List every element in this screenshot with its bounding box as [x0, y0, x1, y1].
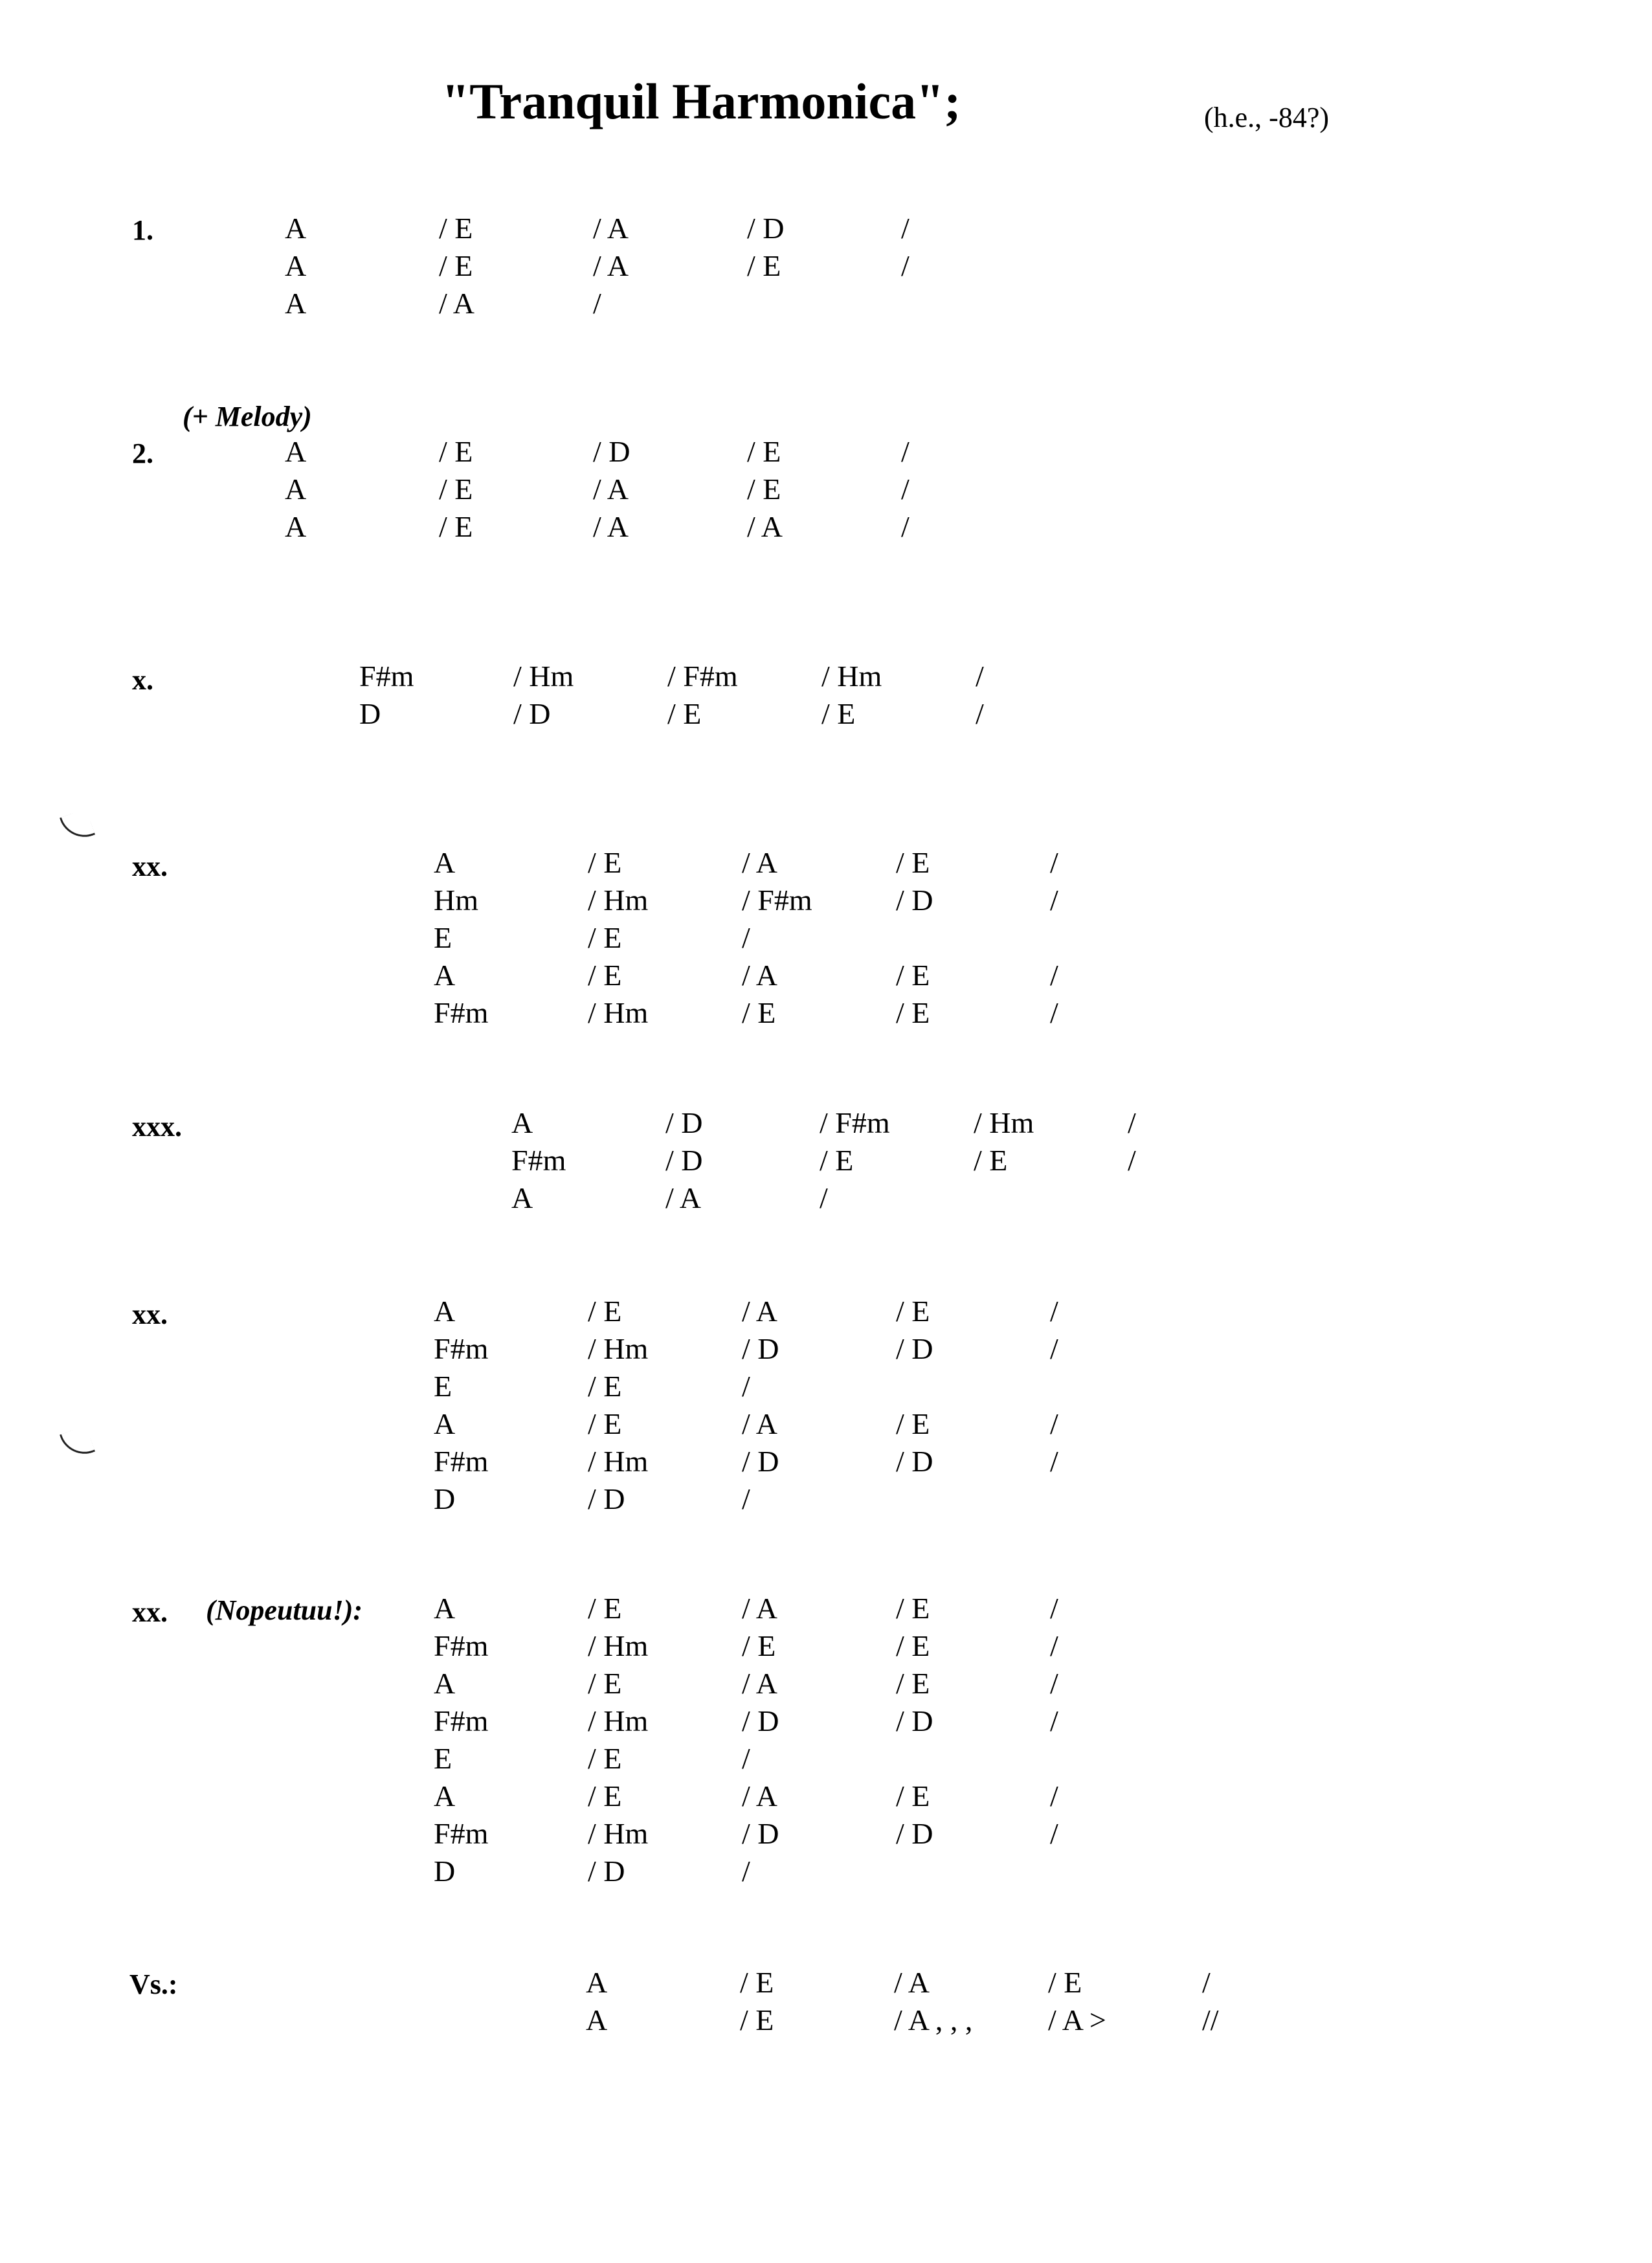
chord: / — [742, 1482, 750, 1515]
chord: F#m — [434, 1445, 489, 1478]
chord: / E — [747, 435, 781, 468]
chord: E — [434, 921, 452, 954]
chord: A — [285, 212, 307, 245]
chord: / D — [896, 1445, 933, 1478]
chord: / A — [742, 959, 777, 992]
chord: / A — [742, 1407, 777, 1440]
chord: D — [434, 1482, 456, 1515]
chord: D — [434, 1855, 456, 1888]
section-note: (Nopeutuu!): — [206, 1594, 363, 1626]
chord: F#m — [434, 1704, 489, 1737]
chord: / — [1050, 1779, 1058, 1812]
chord: / — [820, 1181, 828, 1214]
chord: / E — [439, 473, 473, 506]
chord: / E — [439, 435, 473, 468]
chord: / A — [742, 1667, 777, 1700]
chord: A — [434, 1407, 456, 1440]
chord: / Hm — [588, 1332, 649, 1365]
chord: / — [976, 697, 984, 730]
section-label: xx. — [132, 1596, 168, 1628]
chord: / D — [896, 1332, 933, 1365]
chord: / — [1050, 1629, 1058, 1662]
chord: / E — [588, 1592, 622, 1625]
chord: D — [359, 697, 381, 730]
chord: / E — [896, 1592, 930, 1625]
chord: / D — [588, 1855, 625, 1888]
chord: / E — [439, 212, 473, 245]
chord: / — [1050, 1704, 1058, 1737]
chord: / A — [742, 846, 777, 879]
chord: F#m — [434, 1629, 489, 1662]
chord: / A — [742, 1295, 777, 1328]
chord: / — [1202, 1966, 1211, 1999]
chord: / D — [742, 1445, 779, 1478]
section-label: xx. — [132, 1299, 168, 1330]
chord: A — [511, 1106, 533, 1139]
chord: / D — [896, 1704, 933, 1737]
chord: / D — [896, 1817, 933, 1850]
chord: / — [593, 287, 601, 320]
chord: F#m — [511, 1144, 566, 1177]
chord: / Hm — [513, 660, 574, 693]
section-label: Vs.: — [129, 1968, 178, 2000]
chord: / E — [740, 1966, 774, 1999]
chord: / — [901, 212, 910, 245]
chord: / — [1050, 996, 1058, 1029]
chord: / D — [593, 435, 631, 468]
chord: A — [434, 1295, 456, 1328]
chord: / — [1050, 1295, 1058, 1328]
chord: / E — [896, 1629, 930, 1662]
chord: / — [742, 1370, 750, 1403]
chord: / E — [742, 996, 776, 1029]
chord: / — [1050, 846, 1058, 879]
chord: / E — [439, 249, 473, 282]
section-label: 1. — [132, 214, 153, 246]
chord: / A — [593, 473, 629, 506]
chord: F#m — [434, 996, 489, 1029]
chord: / E — [588, 1295, 622, 1328]
chord: / D — [665, 1144, 703, 1177]
chord: / E — [747, 473, 781, 506]
chord: / — [1050, 1445, 1058, 1478]
chord: / F#m — [742, 884, 812, 917]
chord: / — [901, 435, 910, 468]
chord: / E — [740, 2003, 774, 2036]
chord: / — [1050, 884, 1058, 917]
chord: / A — [593, 212, 629, 245]
chord: / E — [896, 1295, 930, 1328]
chord: A — [434, 959, 456, 992]
chord: A — [285, 435, 307, 468]
chord: / — [901, 510, 910, 543]
chord: / A > — [1048, 2003, 1106, 2036]
chord: A — [285, 510, 307, 543]
chord: / E — [896, 1407, 930, 1440]
margin-mark — [60, 808, 95, 844]
chord: / — [1050, 959, 1058, 992]
chord: / E — [439, 510, 473, 543]
section-label: xx. — [132, 851, 168, 882]
chord: / — [901, 249, 910, 282]
chord: A — [511, 1181, 533, 1214]
chord: / E — [667, 697, 702, 730]
chord: A — [285, 249, 307, 282]
chord: / — [742, 921, 750, 954]
section-note: (+ Melody) — [183, 401, 312, 432]
chord: A — [434, 1779, 456, 1812]
chord: / A — [593, 249, 629, 282]
date-note: (h.e., -84?) — [1204, 102, 1330, 133]
chord: / Hm — [821, 660, 882, 693]
section-label: x. — [132, 664, 153, 696]
chord: / E — [588, 1667, 622, 1700]
chord: / A — [439, 287, 474, 320]
chord: / E — [588, 921, 622, 954]
chord: // — [1202, 2003, 1219, 2036]
chord: / E — [896, 1667, 930, 1700]
chord: / — [901, 473, 910, 506]
chord: F#m — [434, 1332, 489, 1365]
chord: A — [434, 1592, 456, 1625]
chord: / Hm — [974, 1106, 1034, 1139]
chord: A — [285, 287, 307, 320]
section-label: 2. — [132, 438, 153, 469]
chord: / E — [896, 996, 930, 1029]
chord: / Hm — [588, 1629, 649, 1662]
chord: / — [1050, 1667, 1058, 1700]
chord: / E — [588, 1742, 622, 1775]
chord: / D — [742, 1704, 779, 1737]
chord: / E — [742, 1629, 776, 1662]
chord: A — [586, 1966, 608, 1999]
chord: / — [1050, 1332, 1058, 1365]
chord: / F#m — [667, 660, 738, 693]
chord: / A — [665, 1181, 701, 1214]
chord: / E — [896, 846, 930, 879]
chord: / D — [742, 1332, 779, 1365]
chord: F#m — [359, 660, 414, 693]
chord: / A , , , — [894, 2003, 973, 2036]
chord: / E — [1048, 1966, 1082, 1999]
chord: / Hm — [588, 1817, 649, 1850]
chord: / A — [742, 1779, 777, 1812]
chord: / D — [747, 212, 785, 245]
song-title: "Tranquil Harmonica"; — [441, 73, 961, 129]
chord: / — [1050, 1592, 1058, 1625]
chord: / E — [974, 1144, 1008, 1177]
chord: / Hm — [588, 996, 649, 1029]
chord: / E — [896, 1779, 930, 1812]
chord: A — [586, 2003, 608, 2036]
section-label: xxx. — [132, 1111, 182, 1143]
chord: / E — [588, 1370, 622, 1403]
chord: / E — [747, 249, 781, 282]
chord: / A — [747, 510, 783, 543]
chord: / Hm — [588, 884, 649, 917]
chord: / E — [896, 959, 930, 992]
chord: / D — [513, 697, 551, 730]
margin-mark — [60, 1425, 95, 1461]
chord: / A — [742, 1592, 777, 1625]
chord: / D — [588, 1482, 625, 1515]
chord: / E — [588, 959, 622, 992]
chord: / — [1128, 1144, 1136, 1177]
chord: / E — [588, 1407, 622, 1440]
chord: / F#m — [820, 1106, 890, 1139]
chord: A — [285, 473, 307, 506]
chord: / E — [820, 1144, 854, 1177]
chord: E — [434, 1370, 452, 1403]
chord: Hm — [434, 884, 478, 917]
chord: A — [434, 846, 456, 879]
chord: / A — [894, 1966, 930, 1999]
chord: / — [1050, 1407, 1058, 1440]
chord: E — [434, 1742, 452, 1775]
chord: / — [742, 1855, 750, 1888]
chord: / D — [742, 1817, 779, 1850]
chord: / E — [821, 697, 856, 730]
chord: A — [434, 1667, 456, 1700]
chord: / Hm — [588, 1445, 649, 1478]
chord: / D — [665, 1106, 703, 1139]
chord: / E — [588, 846, 622, 879]
chord: / E — [588, 1779, 622, 1812]
chord: / — [976, 660, 984, 693]
chord: / — [1128, 1106, 1136, 1139]
chord: / Hm — [588, 1704, 649, 1737]
chord: / D — [896, 884, 933, 917]
chord: / A — [593, 510, 629, 543]
chord: / — [1050, 1817, 1058, 1850]
chord: / — [742, 1742, 750, 1775]
chord: F#m — [434, 1817, 489, 1850]
